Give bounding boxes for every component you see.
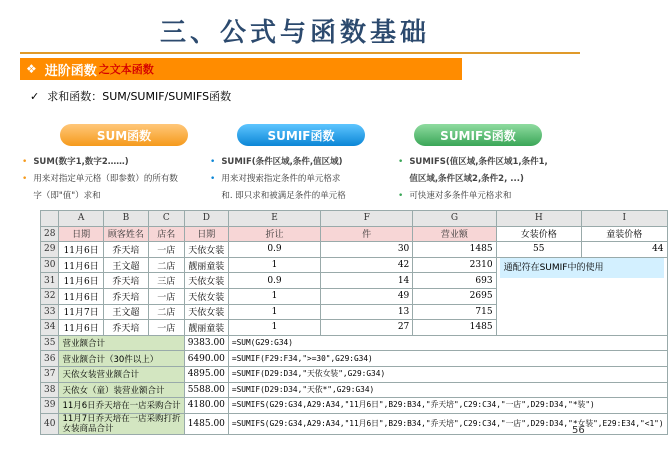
summary-value[interactable]: 4895.00 [184, 366, 228, 382]
summary-row [41, 398, 668, 414]
cell[interactable]: 11月6日 [59, 257, 103, 273]
cell[interactable]: 乔天培 [103, 288, 148, 304]
cell[interactable]: 13 [321, 304, 413, 320]
cell[interactable]: 1 [228, 257, 320, 273]
cell[interactable]: 乔天培 [103, 273, 148, 289]
cell[interactable]: 一店 [148, 288, 184, 304]
formula-text[interactable]: =SUMIFS(G29:G34,A29:A34,"11月6日",B29:B34,"乔天培",C29:C34,"一店",D29:D34,"*装") [228, 398, 667, 414]
cell[interactable]: 二店 [148, 304, 184, 320]
summary-label[interactable]: 11月6日乔天培在一店采购合计 [59, 398, 184, 414]
column-letter-row [41, 211, 668, 227]
cell[interactable]: 二店 [148, 257, 184, 273]
subtitle-text: 求和函数：SUM/SUMIF/SUMIFS函数 [47, 90, 232, 103]
summary-label[interactable]: 天依女（童）装营业额合计 [59, 382, 184, 398]
cell[interactable]: 0.9 [228, 273, 320, 289]
column-header-e[interactable]: E [228, 211, 320, 227]
desc-line: 用来对搜索指定条件的单元格求 [221, 174, 341, 184]
cell[interactable]: 王文超 [103, 304, 148, 320]
header-cell[interactable]: 女装价格 [496, 226, 581, 242]
cell[interactable]: 三店 [148, 273, 184, 289]
cell[interactable]: 1 [228, 320, 320, 336]
row-number[interactable]: 37 [41, 366, 59, 382]
row-number[interactable]: 40 [41, 413, 59, 434]
page-number: 56 [572, 425, 585, 436]
cell[interactable]: 王文超 [103, 257, 148, 273]
corner-cell[interactable] [41, 211, 59, 227]
cell[interactable]: 715 [413, 304, 496, 320]
column-header-a[interactable]: A [59, 211, 103, 227]
cell[interactable]: 乔天培 [103, 242, 148, 258]
desc-line: 可快速对多条件单元格求和 [409, 191, 512, 201]
spreadsheet-table [40, 210, 668, 435]
summary-value[interactable]: 9383.00 [184, 335, 228, 351]
summary-value[interactable]: 5588.00 [184, 382, 228, 398]
cell[interactable]: 11月6日 [59, 288, 103, 304]
desc-sum [22, 154, 212, 205]
section-subtitle: 之文本函数 [98, 63, 154, 76]
slide-title: 三、公式与函数基础 [160, 18, 431, 48]
summary-row [41, 382, 668, 398]
cell[interactable]: 1 [228, 304, 320, 320]
header-cell[interactable]: 顾客姓名 [103, 226, 148, 242]
cell[interactable]: 1 [228, 288, 320, 304]
wildcard-note: 通配符在SUMIF中的使用 [500, 258, 664, 278]
table-row [41, 242, 668, 258]
section-bar [20, 58, 462, 80]
section-title: 进阶函数 [44, 63, 97, 79]
row-number[interactable]: 36 [41, 351, 59, 367]
formula-text[interactable]: =SUMIF(F29:F34,">=30",G29:G34) [228, 351, 667, 367]
bullet-icon: • [22, 157, 28, 167]
subtitle [30, 88, 231, 104]
desc-line: SUMIFS(值区域,条件区域1,条件1, [409, 157, 548, 167]
cell[interactable]: 天依女装 [184, 273, 228, 289]
summary-label[interactable]: 营业额合计（30件以上） [59, 351, 184, 367]
formula-text[interactable]: =SUMIF(D29:D34,"天依*",G29:G34) [228, 382, 667, 398]
bullet-icon: • [398, 191, 404, 201]
header-cell[interactable]: 件 [321, 226, 413, 242]
table-header-row [41, 226, 668, 242]
bullet-icon: • [22, 174, 28, 184]
bullet-icon: • [210, 174, 216, 184]
desc-line: 用来对指定单元格（即参数）的所有数 [33, 174, 178, 184]
cell[interactable]: 一店 [148, 320, 184, 336]
row-number[interactable]: 31 [41, 273, 59, 289]
cell[interactable]: 靓丽童装 [184, 257, 228, 273]
cell[interactable]: 11月6日 [59, 320, 103, 336]
row-number[interactable]: 34 [41, 320, 59, 336]
desc-line: SUMIF(条件区域,条件,值区域) [221, 157, 343, 167]
diamond-bullet-icon: ❖ [26, 62, 37, 76]
column-header-f[interactable]: F [321, 211, 413, 227]
cell[interactable]: 1485 [413, 320, 496, 336]
header-cell[interactable]: 折让 [228, 226, 320, 242]
column-header-b[interactable]: B [103, 211, 148, 227]
title-bar [0, 0, 600, 56]
bullet-icon: • [210, 157, 216, 167]
formula-text[interactable]: =SUM(G29:G34) [228, 335, 667, 351]
desc-line: 和. 即只求和被满足条件的单元格 [221, 191, 346, 201]
row-number[interactable]: 30 [41, 257, 59, 273]
title-divider [20, 52, 580, 54]
cell[interactable]: 一店 [148, 242, 184, 258]
cell[interactable]: 27 [321, 320, 413, 336]
cell[interactable]: 693 [413, 273, 496, 289]
cell[interactable]: 30 [321, 242, 413, 258]
row-number[interactable]: 35 [41, 335, 59, 351]
summary-label[interactable]: 11月7日乔天培在一店采购打折女装商品合计 [59, 413, 184, 434]
cell[interactable]: 42 [321, 257, 413, 273]
header-cell[interactable]: 店名 [148, 226, 184, 242]
formula-text[interactable]: =SUMIF(D29:D34,"天依女装",G29:G34) [228, 366, 667, 382]
cell[interactable]: 14 [321, 273, 413, 289]
header-cell[interactable]: 日期 [184, 226, 228, 242]
row-number[interactable]: 33 [41, 304, 59, 320]
summary-label[interactable]: 营业额合计 [59, 335, 184, 351]
summary-value[interactable]: 4180.00 [184, 398, 228, 414]
summary-row [41, 351, 668, 367]
note-container [496, 257, 667, 335]
cell[interactable]: 天依女装 [184, 304, 228, 320]
column-header-g[interactable]: G [413, 211, 496, 227]
cell[interactable]: 靓丽童装 [184, 320, 228, 336]
desc-line: 值区域,条件区域2,条件2, ...) [409, 174, 524, 184]
column-header-h[interactable]: H [496, 211, 581, 227]
cell[interactable]: 44 [581, 242, 667, 258]
summary-value[interactable]: 6490.00 [184, 351, 228, 367]
row-number[interactable]: 32 [41, 288, 59, 304]
summary-label[interactable]: 天依女装营业额合计 [59, 366, 184, 382]
cell[interactable]: 1485 [413, 242, 496, 258]
bullet-icon: • [398, 157, 404, 167]
desc-sumifs [398, 154, 588, 205]
cell[interactable]: 55 [496, 242, 581, 258]
row-number[interactable]: 28 [41, 226, 59, 242]
summary-row [41, 335, 668, 351]
desc-line: 字（即"值"）求和 [33, 191, 101, 201]
formula-text[interactable]: =SUMIFS(G29:G34,A29:A34,"11月6日",B29:B34,"乔天培",C29:C34,"一店",D29:D34,"*女装",E29:E34,"<1") [228, 413, 667, 434]
header-cell[interactable]: 童装价格 [581, 226, 667, 242]
row-number[interactable]: 38 [41, 382, 59, 398]
cell[interactable]: 天依女装 [184, 242, 228, 258]
desc-sumif [210, 154, 390, 205]
row-number[interactable]: 29 [41, 242, 59, 258]
table-row [41, 257, 668, 273]
cell[interactable]: 11月6日 [59, 273, 103, 289]
cell[interactable]: 49 [321, 288, 413, 304]
checkmark-icon: ✓ [30, 89, 40, 103]
row-number[interactable]: 39 [41, 398, 59, 414]
cell[interactable]: 天依女装 [184, 288, 228, 304]
column-header-d[interactable]: D [184, 211, 228, 227]
pill-sum: SUM函数 [60, 124, 188, 146]
cell[interactable]: 乔天培 [103, 320, 148, 336]
cell[interactable]: 11月7日 [59, 304, 103, 320]
column-header-c[interactable]: C [148, 211, 184, 227]
cell[interactable]: 2310 [413, 257, 496, 273]
summary-value[interactable]: 1485.00 [184, 413, 228, 434]
cell[interactable]: 11月6日 [59, 242, 103, 258]
cell[interactable]: 0.9 [228, 242, 320, 258]
header-cell[interactable]: 日期 [59, 226, 103, 242]
pill-sumif: SUMIF函数 [237, 124, 365, 146]
header-cell[interactable]: 营业额 [413, 226, 496, 242]
pill-sumifs: SUMIFS函数 [414, 124, 542, 146]
cell[interactable]: 2695 [413, 288, 496, 304]
desc-line: SUM(数字1,数字2……) [33, 157, 129, 167]
column-header-i[interactable]: I [581, 211, 667, 227]
summary-row [41, 366, 668, 382]
